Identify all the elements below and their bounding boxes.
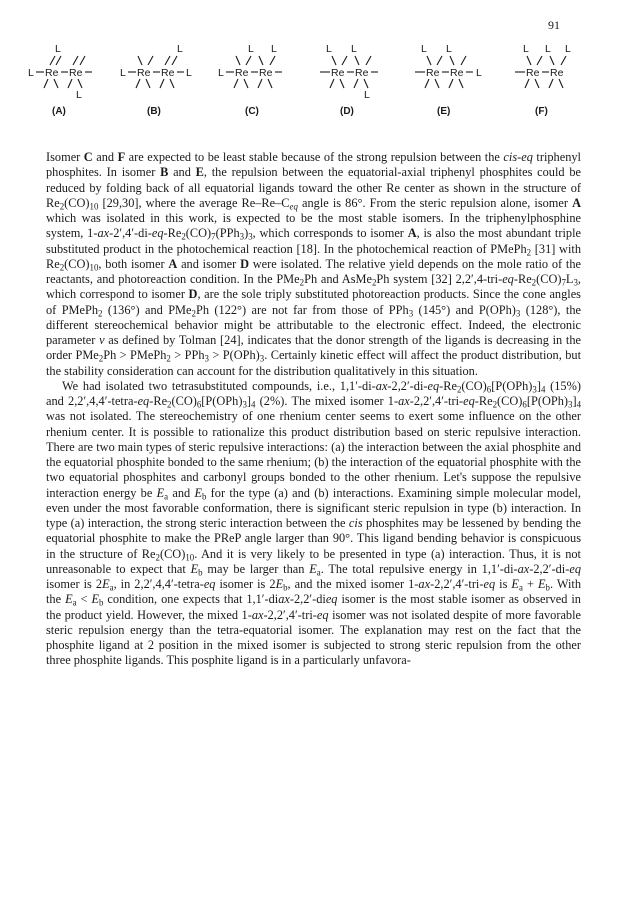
structure-c-metal-1: Re (235, 67, 249, 79)
structure-e-ligand-top-2: L (446, 43, 452, 55)
structure-d (320, 43, 378, 117)
structure-a-ligand: L (28, 67, 34, 79)
structure-d-ligand-top-1: L (326, 43, 332, 55)
structure-b-ligand-right: L (186, 67, 192, 79)
structure-d-metal-1: Re (331, 67, 345, 79)
structure-b-label: (B) (147, 106, 161, 117)
structure-a-label: (A) (52, 106, 66, 117)
structure-b (120, 43, 192, 117)
structure-b-ligand-left: L (120, 67, 126, 79)
body-text (46, 150, 581, 669)
structure-e-metal-2: Re (450, 67, 464, 79)
structure-b-ligand-top: L (177, 43, 183, 55)
structure-d-label: (D) (340, 106, 354, 117)
structure-c-ligand-left: L (218, 67, 224, 79)
structure-f-label: (F) (535, 106, 548, 117)
structure-a-metal-2: Re (69, 67, 83, 79)
paragraph-2: We had isolated two tetrasubstituted compounds, i.e., $1,1'-di-ax-2,2'-di-eq-Re_2(CO)_6[P(OPh)_3]_4$ (15%) and $2,2',4,4'-tetra-eq-Re_2(CO)_6[P(OPh)_3]_4$ (2%). The mixed isomer $1-ax-2,2',4'-tri-eq-Re_2(CO)_6[P(OPh)_3]_4$ was not isolated. The stereochemistry of one rhenium center seems to exert some influence on the other rhenium center. It is possible to rationalize this product distribution based on steric repulsive interaction. There are two main types of steric repulsive interactions: (a) the interaction between the axial phosphite and the equatorial phosphite bonded to the same rhenium; (b) the interaction of the equatorial phosphite with the two equatorial phosphites and carbonyl groups bonded to the other rhenium. Let's suppose the repulsive interaction energy be $E_a$ and $E_b$ for the type (a) and (b) interactions. Examining simple molecular model, even under the most favorable conformation, there is significant steric repulsion in type (b) interaction. In type (a) interaction, the strong steric interaction between the cis phosphites may be lessened by bending the equatorial phosphite to make the PReP angle larger than 90°. This ligand bending behavior is conspicuous in the structure of $Re_2(CO)_{10}$. And it is very likely to be presented in type (a) interaction. Thus, it is not unreasonable to expect that $E_b$ may be larger than $E_a$. The total repulsive energy in 1,1′-di-ax-2,2′-di-eq isomer is $2E_a$, in 2,2′,4,4′-tetra-eq isomer is $2E_b$, and the mixed isomer 1-ax-2,2′,4′-tri-eq is $E_a + E_b$. With the $E_a < E_b$ condition, one expects that 1,1′-diax-2,2′-dieq isomer is the most stable isomer as observed in the product yield. However, the mixed 1-ax-2,2′,4′-tri-eq isomer was not isolated despite of more favorable steric repulsion energy than the tetra-equatorial isomer. The explanation may rest on the fact that the phosphite ligand at 2 position in the mixed isomer is subjected to strong steric repulsion from the other three phosphite ligands. This posphite ligand is in a particularly unfavora- (46, 378, 582, 668)
page-number: 91 (548, 18, 560, 32)
structure-d-metal-2: Re (355, 67, 369, 79)
structure-c (218, 43, 282, 117)
structure-f (515, 43, 571, 117)
isomer-structures-figure (28, 38, 598, 144)
structure-c-label: (C) (245, 106, 259, 117)
structure-f-ligand-top-3: L (565, 43, 571, 55)
structure-e (415, 43, 482, 117)
structure-b-metal-2: Re (161, 67, 175, 79)
structure-a (28, 43, 92, 117)
structure-e-ligand-right: L (476, 67, 482, 79)
structure-f-metal-2: Re (550, 67, 564, 79)
structure-a-metal-1: Re (45, 67, 59, 79)
structure-e-label: (E) (437, 106, 451, 117)
structure-c-ligand-top-2: L (271, 43, 277, 55)
structure-d-ligand-bottom: L (364, 89, 370, 101)
structure-b-metal-1: Re (137, 67, 151, 79)
structure-e-metal-1: Re (426, 67, 440, 79)
structure-c-metal-2: Re (259, 67, 273, 79)
structure-a-ligand-top: L (55, 43, 61, 55)
structure-f-ligand-top-2: L (545, 43, 551, 55)
structure-e-ligand-top-1: L (421, 43, 427, 55)
structure-a-ligand-bottom: L (76, 89, 82, 101)
structure-c-ligand-top-1: L (248, 43, 254, 55)
structure-d-ligand-top-2: L (351, 43, 357, 55)
paragraph-1: Isomer C and F are expected to be least stable because of the strong repulsion between the cis-eq triphenyl phosphites. In isomer B and E, the repulsion between the equatorial-axial triphenyl phosphites could be reduced by folding back of all equatorial ligands toward the other Re center as shown in the structure of $Re_2(CO)_{10}$ [29,30], where the average $Re-Re-C_{eq}$ angle is 86°. From the steric repulsion alone, isomer A which was isolated in this work, is expected to be the most stable isomers. In the triphenylphosphine system, $1-ax-2',4'-di-eq-Re_2(CO)_7(PPh_3)_3$, which corresponds to isomer A, is also the most abundant triple substituted product in the photochemical reaction [18]. In the photochemical reaction of PMePh$_2$ [31] with $Re_2(CO)_{10}$, both isomer A and isomer D were isolated. The relative yield depends on the mole ratio of the reactants, and photoreaction condition. In the PMe$_2$Ph and AsMe$_2$Ph system [32] $2,2',4-tri-eq-Re_2(CO)_7L_3$, which correspond to isomer D, are the sole triply substituted photoreaction products. Since the cone angles of PMePh$_2$ (136°) and PMe$_2$Ph (122°) are not far from those of PPh$_3$ (145°) and $P(OPh)_3$ (128°), the different stereochemical behavior might be attributable to the electronic effect. Indeed, the electronic parameter ν as defined by Tolman [24], indicates that the donor strength of the ligands is decreasing in the order PMe$_2$Ph > PMePh$_2$ > $PPh_3 > P(OPh)_3$. Certainly kinetic effect will affect the product distribution, but the stability consideration can account for the distribution qualitatively in this situation. (46, 150, 582, 378)
isomer-structures-svg (28, 38, 598, 144)
structure-f-metal-1: Re (526, 67, 540, 79)
structure-f-ligand-top-1: L (523, 43, 529, 55)
